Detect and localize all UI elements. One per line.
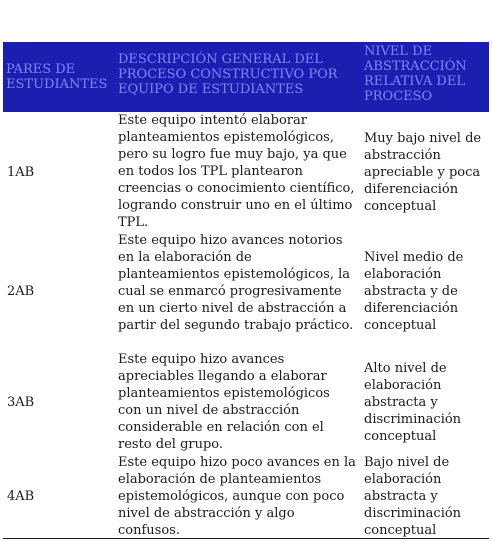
table-row xyxy=(3,454,489,539)
cell-level: Nivel medio de elaboración abstracta y de diferenciación conceptual xyxy=(364,250,464,333)
cell-level: Alto nivel de elaboración abstracta y discriminación conceptual xyxy=(364,361,462,444)
cell-description: Este equipo hizo poco avances en la elaboración de planteamientos epistemológicos, aunque con poco nivel de abstracción y algo confusos. xyxy=(118,455,356,538)
cell-level: Bajo nivel de elaboración abstracta y discriminación conceptual xyxy=(364,455,462,538)
table-row xyxy=(3,351,489,454)
table-bottom-rule xyxy=(3,538,489,539)
cell-pair: 1AB xyxy=(7,164,35,180)
header-level: NIVEL DE ABSTRACCIÓN RELATIVA DEL PROCESO xyxy=(364,44,467,104)
abstraction-levels-table xyxy=(3,42,489,539)
table-row xyxy=(3,112,489,232)
header-description: DESCRIPCIÓN GENERAL DEL PROCESO CONSTRUCTIVO POR EQUIPO DE ESTUDIANTES xyxy=(118,52,338,97)
cell-description: Este equipo hizo avances notorios en la elaboración de planteamientos epistemológicos, la cual se enmarcó progresivamente en un cierto nivel de abstracción a partir del segundo trabajo práctico. xyxy=(118,233,354,333)
cell-pair: 3AB xyxy=(7,395,35,410)
cell-description: Este equipo intentó elaborar planteamientos epistemológicos, pero su logro fue muy bajo, ya que en todos los TPL plantearon creencias o conocimiento científico, logrando construir uno en el último TPL. xyxy=(118,113,355,230)
cell-level: Muy bajo nivel de abstracción apreciable y poca diferenciación conceptual xyxy=(364,130,482,214)
cell-pair: 2AB xyxy=(7,284,35,299)
header-pairs: PARES DE ESTUDIANTES xyxy=(6,62,108,92)
cell-pair: 4AB xyxy=(7,489,35,504)
table-row xyxy=(3,232,489,351)
cell-description: Este equipo hizo avances apreciables llegando a elaborar planteamientos epistemológicos con un nivel de abstracción considerable en relación con el resto del grupo. xyxy=(118,352,330,452)
table-header xyxy=(3,42,489,112)
table-header-row xyxy=(3,42,489,112)
table-body xyxy=(3,112,489,539)
